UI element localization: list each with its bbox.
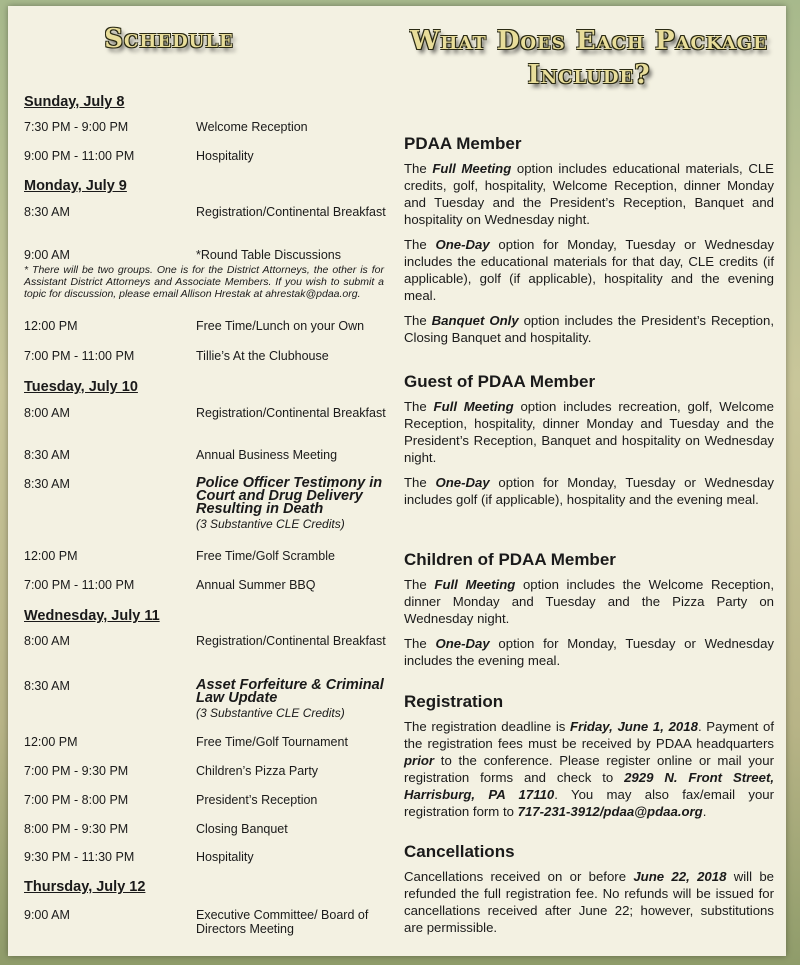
event-time: 7:00 PM - 11:00 PM — [24, 578, 135, 592]
event-time: 9:00 PM - 11:00 PM — [24, 149, 135, 163]
full-meeting-paragraph: The Full Meeting option includes recreation, golf, Welcome Reception, hospitality, dinner Monday and Tuesday and the President’s Reception, Banquet and hospitality on Wednesday night. — [404, 399, 774, 465]
event-name: Registration/Continental Breakfast — [196, 205, 386, 219]
section-heading: Children of PDAA Member — [404, 550, 616, 569]
cle-credits: (3 Substantive CLE Credits) — [196, 517, 345, 531]
event-name: Children’s Pizza Party — [196, 764, 319, 778]
event-time: 8:00 PM - 9:30 PM — [24, 822, 129, 836]
event-name: Hospitality — [196, 850, 254, 864]
event-time: 8:30 AM — [24, 477, 70, 491]
event-time: 7:00 PM - 11:00 PM — [24, 349, 135, 363]
event-time: 9:00 AM — [24, 908, 70, 922]
event-time: 8:00 AM — [24, 634, 70, 648]
registration-paragraph: The registration deadline is Friday, June 1, 2018. Payment of the registration fees must be received by PDAA headquarters prior to the conference. Please register online or mail your registration forms and check to 2929 N. Front Street, Harrisburg, PA 17110. You may also fax/email your registration form to 717-231-3912/pdaa@pdaa.org. — [404, 719, 775, 819]
event-time: 9:00 AM — [24, 248, 70, 262]
event-name: Annual Business Meeting — [196, 448, 338, 462]
event-name: Closing Banquet — [196, 822, 288, 836]
event-name: Registration/Continental Breakfast — [196, 634, 386, 648]
day-heading-thursday: Thursday, July 12 — [24, 879, 146, 895]
round-table-note: * There will be two groups. One is for the District Attorneys, the other is for Assistant District Attorneys and Associate Members. If you wish to submit a topic for discussion, please email Allison Hrestak at ahrestak@pdaa.org. — [24, 264, 384, 300]
banquet-only-paragraph: The Banquet Only option includes the President’s Reception, Closing Banquet and hospitality. — [404, 313, 774, 345]
section-heading: Guest of PDAA Member — [404, 372, 596, 391]
pdaa-member-section — [404, 134, 774, 346]
brochure-panel — [8, 6, 786, 956]
registration-section — [404, 692, 774, 820]
full-meeting-paragraph: The Full Meeting option includes the Welcome Reception, dinner Monday and Tuesday and the Pizza Party on Wednesday night. — [404, 577, 775, 626]
event-name: Free Time/Golf Scramble — [196, 549, 335, 563]
event-time: 7:30 PM - 9:00 PM — [24, 120, 129, 134]
event-name: Welcome Reception — [196, 120, 308, 134]
event-time: 8:30 AM — [24, 205, 70, 219]
one-day-paragraph: The One-Day option for Monday, Tuesday or Wednesday includes the educational materials for that day, CLE credits (if applicable), golf (if applicable), hospitality and the evening meal. — [404, 237, 775, 303]
section-heading: PDAA Member — [404, 134, 522, 153]
cancellations-section — [404, 842, 774, 936]
event-name: Executive Committee/ Board of Directors Meeting — [196, 908, 369, 936]
full-meeting-paragraph: The Full Meeting option includes educational materials, CLE credits, golf, hospitality, Welcome Reception, dinner Monday and Tuesday and the President’s Reception, Banquet and hospitality on Wednesday night. — [404, 161, 774, 227]
event-time: 7:00 PM - 9:30 PM — [24, 764, 129, 778]
event-name: Free Time/Golf Tournament — [196, 735, 348, 749]
event-time: 8:30 AM — [24, 679, 70, 693]
cle-session-title: Police Officer Testimony in Court and Drug Delivery Resulting in Death — [196, 475, 383, 517]
guest-section — [404, 372, 774, 508]
event-name: Free Time/Lunch on your Own — [196, 319, 365, 333]
one-day-paragraph: The One-Day option for Monday, Tuesday or Wednesday includes golf (if applicable), hospitality and the evening meal. — [404, 475, 775, 507]
cle-session — [196, 679, 396, 720]
cancellations-paragraph: Cancellations received on or before June 22, 2018 will be refunded the full registration fee. No refunds will be issued for cancellations received after June 22; however, substitutions are permissible. — [404, 869, 775, 935]
one-day-paragraph: The One-Day option for Monday, Tuesday or Wednesday includes the evening meal. — [404, 636, 775, 668]
event-time: 8:00 AM — [24, 406, 70, 420]
day-heading-sunday: Sunday, July 8 — [24, 94, 125, 110]
event-name: Annual Summer BBQ — [196, 578, 316, 592]
event-name: Tillie’s At the Clubhouse — [196, 349, 329, 363]
event-name: Hospitality — [196, 149, 254, 163]
section-heading: Cancellations — [404, 842, 515, 861]
packages-title: What Does Each Package Include? — [410, 26, 768, 90]
event-name: Registration/Continental Breakfast — [196, 406, 386, 420]
cle-credits: (3 Substantive CLE Credits) — [196, 706, 345, 720]
day-heading-monday: Monday, July 9 — [24, 178, 127, 194]
event-time: 8:30 AM — [24, 448, 70, 462]
event-time: 12:00 PM — [24, 735, 78, 749]
event-time: 12:00 PM — [24, 549, 78, 563]
children-section — [404, 550, 774, 669]
cle-session-title: Asset Forfeiture & Criminal Law Update — [196, 677, 384, 706]
event-time: 7:00 PM - 8:00 PM — [24, 793, 129, 807]
section-heading: Registration — [404, 692, 504, 711]
event-name: *Round Table Discussions — [196, 248, 341, 262]
day-heading-tuesday: Tuesday, July 10 — [24, 379, 138, 395]
cle-session — [196, 477, 396, 531]
event-time: 12:00 PM — [24, 319, 78, 333]
event-time: 9:30 PM - 11:30 PM — [24, 850, 135, 864]
event-name: President’s Reception — [196, 793, 318, 807]
schedule-title: Schedule — [104, 24, 234, 54]
day-heading-wednesday: Wednesday, July 11 — [24, 608, 160, 624]
